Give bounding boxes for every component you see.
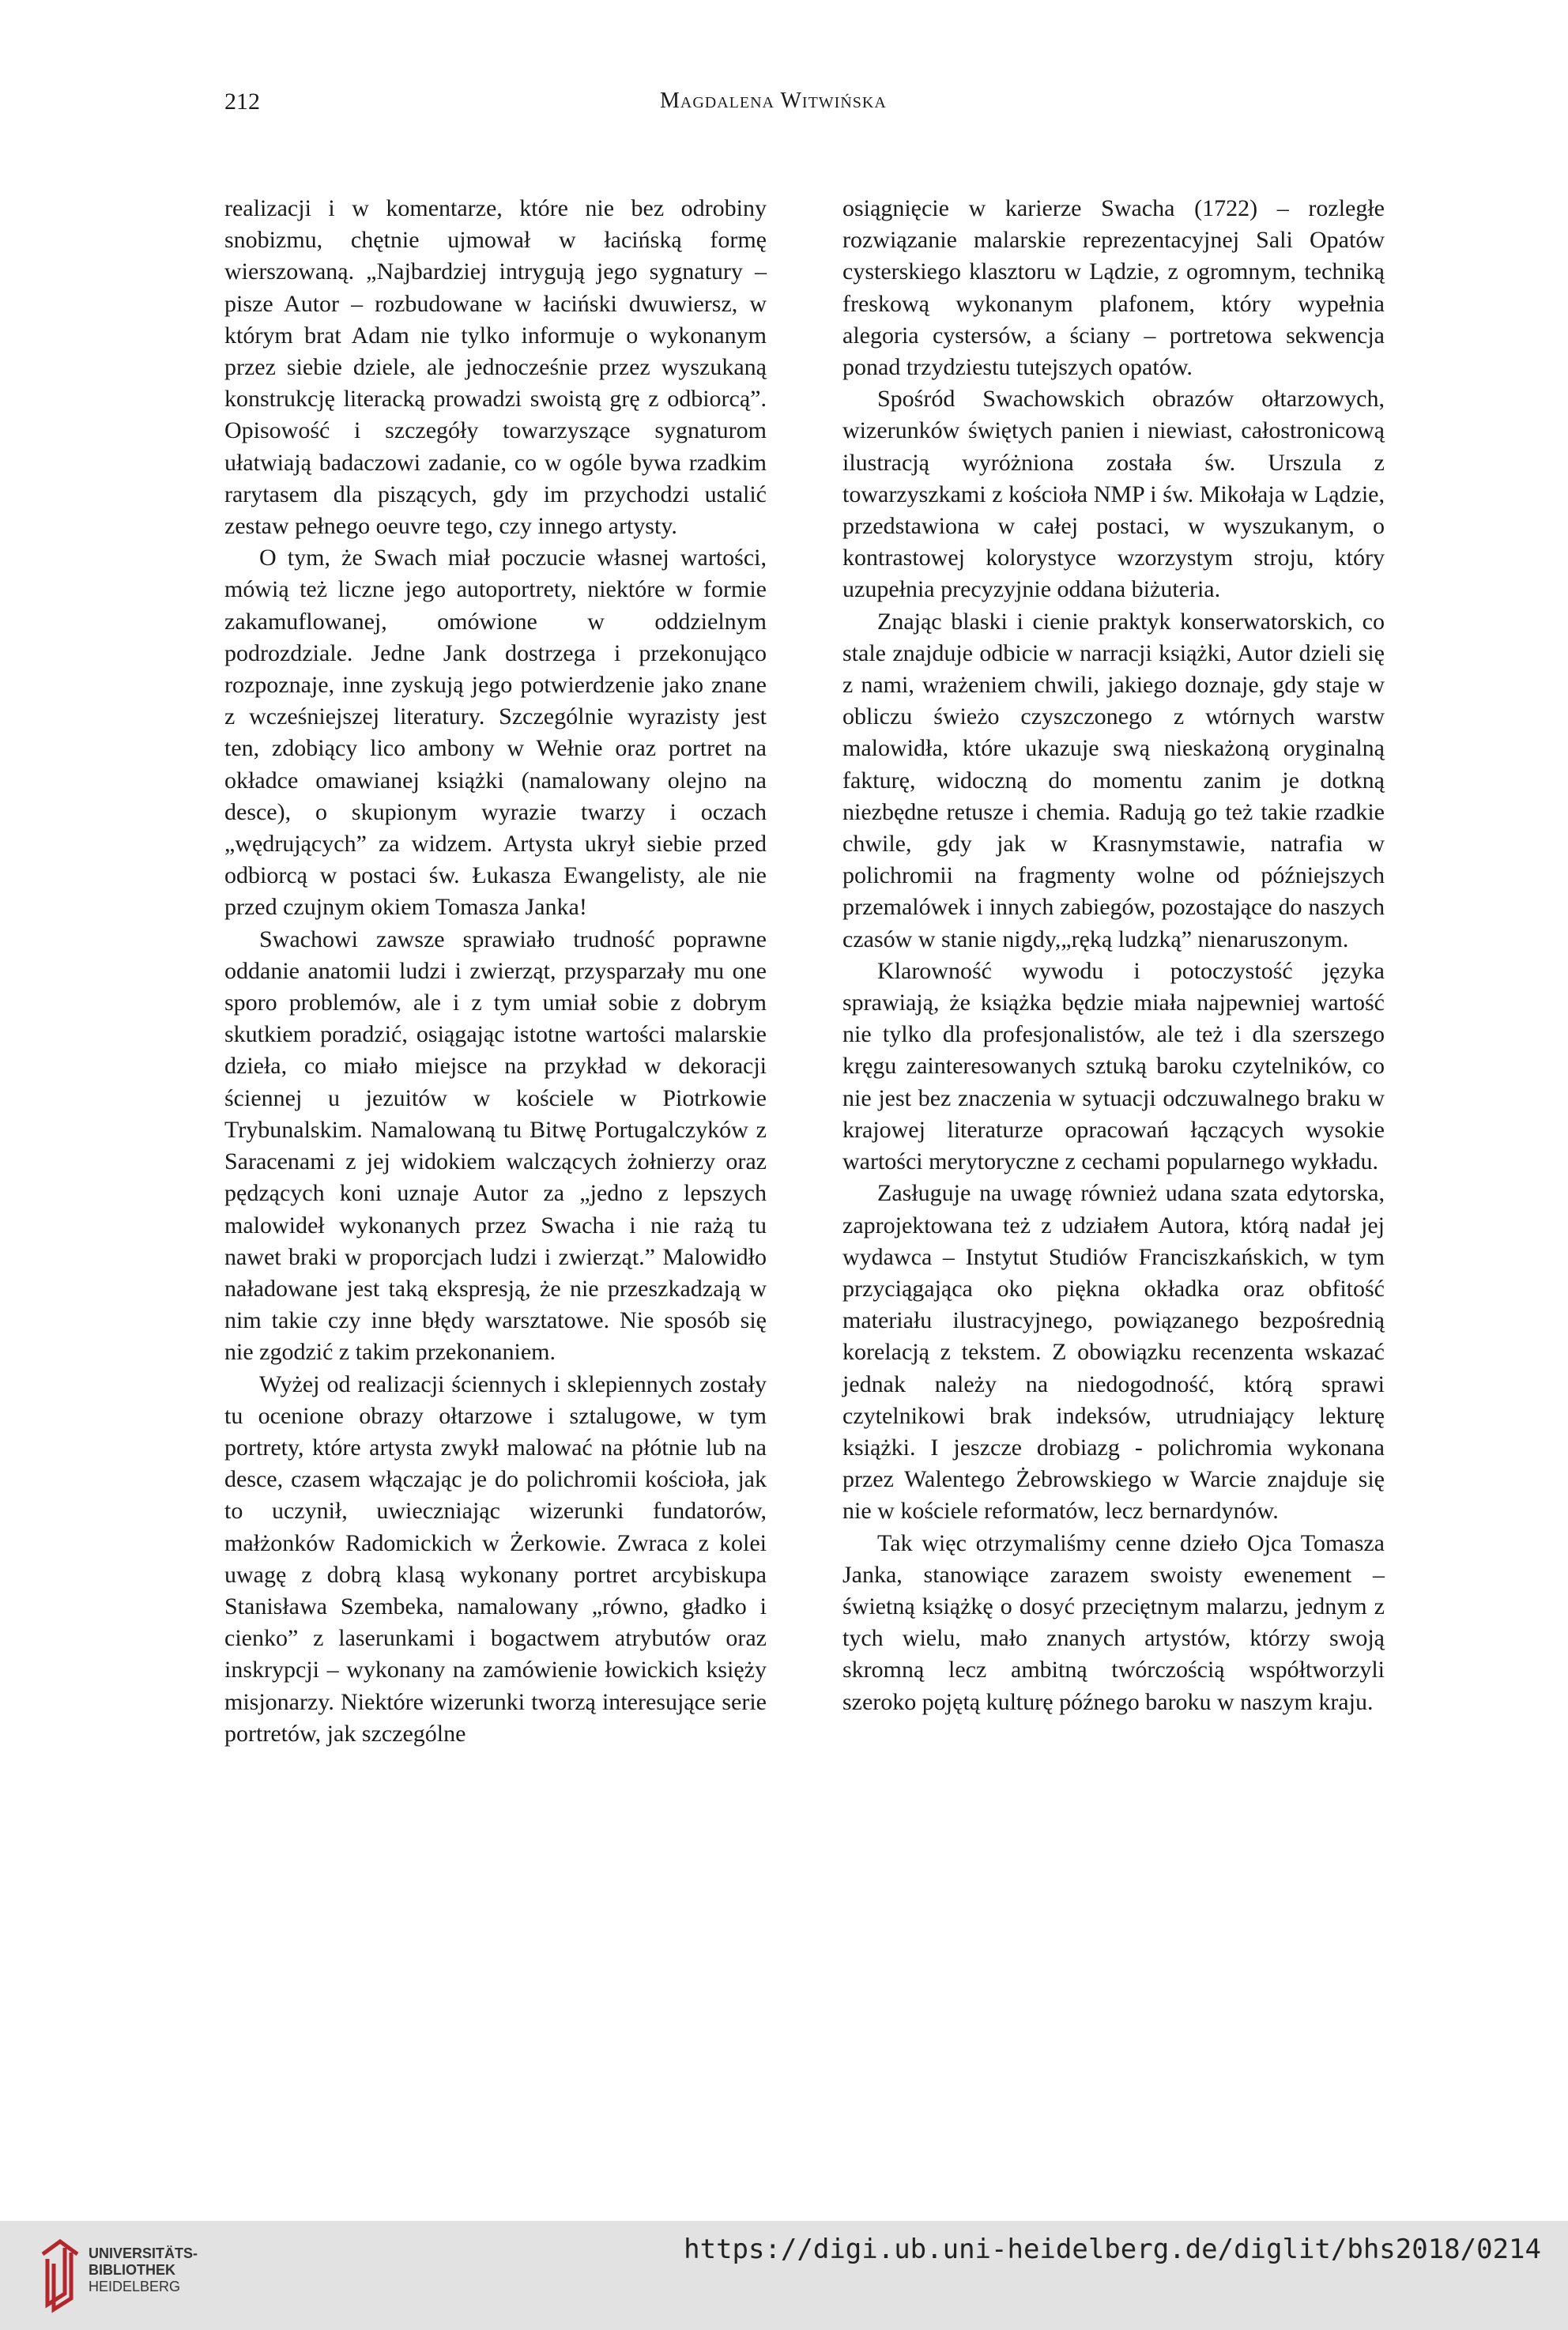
logo-line: HEIDELBERG [89,2279,181,2294]
page-number: 212 [224,89,260,115]
paragraph: Znając blaski i cienie praktyk konserwatorskich, co stale znajduje odbicie w narracji książki, Autor dzieli się z nami, wrażeniem chwili, jakiego doznaje, gdy staje w obliczu świeżo czyszczonego z wtórnych warstw malowidła, które ukazuje swą nieskażoną oryginalną fakturę, widoczną do momentu zanim je dotkną niezbędne retusze i chemia. Radują go też takie rzadkie chwile, gdy jak w Krasnymstawie, natrafia w polichromii na fragmenty wolne od późniejszych przemalówek i innych zabiegów, pozostające do naszych czasów w stanie nigdy,„ręką ludzką” nienaruszonym. [842,608,1385,952]
logo-line: BIBLIOTHEK [89,2262,175,2278]
library-logo-icon [36,2230,84,2317]
paragraph: Tak więc otrzymaliśmy cenne dzieło Ojca Tomasza Janka, stanowiące zarazem swoisty ewenement – świetną książkę o dosyć przeciętnym malarzu, jednym z tych wielu, mało znanych artystów, którzy swoją skromną lecz ambitną twórczością współtworzyli szeroko pojętą kulturę późnego baroku w naszym kraju. [842,1529,1385,1715]
paragraph: realizacji i w komentarze, które nie bez odrobiny snobizmu, chętnie ujmował w łacińską formę wierszowaną. „Najbardziej intrygują jego sygnatury – pisze Autor – rozbudowane w łaciński dwuwiersz, w którym brat Adam nie tylko informuje o wykonanym przez siebie dziele, ale jednocześnie przez wyszukaną konstrukcję literacką prowadzi swoistą grę z odbiorcą”. Opisowość i szczegóły towarzyszące sygnaturom ułatwiają badaczowi zadanie, co w ogóle bywa rzadkim rarytasem dla piszących, gdy im przychodzi ustalić zestaw pełnego oeuvre tego, czy innego artysty. [224,195,767,540]
paragraph: Wyżej od realizacji ściennych i sklepiennych zostały tu ocenione obrazy ołtarzowe i sztalugowe, w tym portrety, które artysta zwykł malować na płótnie lub na desce, czasem włączając je do polichromii kościoła, jak to uczynił, uwieczniając wizerunki fundatorów, małżonków Radomickich w Żerkowie. Zwraca z kolei uwagę z dobrą klasą wykonany portret arcybiskupa Stanisława Szembeka, namalowany „równo, gładko i cienko” z laserunkami i bogactwem atrybutów oraz inskrypcji – wykonany na zamówienie łowickich księży misjonarzy. Niektóre wizerunki tworzą interesujące serie portretów, jak szczególne [224,1370,767,1747]
paragraph: Klarowność wywodu i potoczystość języka sprawiają, że książka będzie miała najpewniej wartość nie tylko dla profesjonalistów, ale też i dla szerszego kręgu zainteresowanych sztuką baroku czytelników, co nie jest bez znaczenia w sytuacji odczuwalnego braku w krajowej literaturze opracowań łączących wysokie wartości merytoryczne z cechami popularnego wykładu. [842,957,1385,1175]
running-head: Magdalena Witwińska [660,89,887,113]
right-column [842,193,1385,1718]
left-column [224,193,767,1750]
library-logo-text [89,2245,198,2295]
paragraph: Zasługuje na uwagę również udana szata edytorska, zaprojektowana też z udziałem Autora, którą nadał jej wydawca – Instytut Studiów Franciszkańskich, w tym przyciągająca oko piękna okładka oraz obfitość materiału ilustracyjnego, powiązanego bezpośrednią korelacją z tekstem. Z obowiązku recenzenta wskazać jednak należy na niedogodność, którą sprawi czytelnikowi brak indeksów, utrudniający lekturę książki. I jeszcze drobiazg - polichromia wykonana przez Walentego Żebrowskiego w Warcie znajduje się nie w kościele reformatów, lecz bernardynów. [842,1180,1385,1525]
paragraph: O tym, że Swach miał poczucie własnej wartości, mówią też liczne jego autoportrety, niektóre w formie zakamuflowanej, omówione w oddzielnym podrozdziale. Jedne Jank dostrzega i przekonująco rozpoznaje, inne zyskują jego potwierdzenie jako znane z wcześniejszej literatury. Szczególnie wyrazisty jest ten, zdobiący lico ambony w Wełnie oraz portret na okładce omawianej książki (namalowany olejno na desce), o skupionym wyrazie twarzy i oczach „wędrujących” za widzem. Artysta ukrył siebie przed odbiorcą w postaci św. Łukasza Ewangelisty, ale nie przed czujnym okiem Tomasza Janka! [224,545,767,921]
logo-line: UNIVERSITÄTS- [89,2245,198,2261]
source-url[interactable]: https://digi.ub.uni-heidelberg.de/diglit/bhs2018/0214 [684,2234,1541,2265]
paragraph: Swachowi zawsze sprawiało trudność poprawne oddanie anatomii ludzi i zwierząt, przysparzały mu one sporo problemów, ale i z tym umiał sobie z dobrym skutkiem poradzić, osiągając istotne wartości malarskie dzieła, co miało miejsce na przykład w dekoracji ściennej u jezuitów w kościele w Piotrkowie Trybunalskim. Namalowaną tu Bitwę Portugalczyków z Saracenami z jej widokiem walczących żołnierzy oraz pędzących koni uznaje Autor za „jedno z lepszych malowideł wykonanych przez Swacha i nie rażą tu nawet braki w proporcjach ludzi i zwierząt.” Malowidło naładowane jest taką ekspresją, że nie przeszkadzają w nim takie czy inne błędy warsztatowe. Nie sposób się nie zgodzić z takim przekonaniem. [224,926,767,1366]
paragraph: osiągnięcie w karierze Swacha (1722) – rozległe rozwiązanie malarskie reprezentacyjnej Sali Opatów cysterskiego klasztoru w Lądzie, z ogromnym, techniką freskową wykonanym plafonem, który wypełnia alegoria cystersów, a ściany – portretowa sekwencja ponad trzydziestu tutejszych opatów. [842,195,1385,381]
paragraph: Spośród Swachowskich obrazów ołtarzowych, wizerunków świętych panien i niewiast, całostronicową ilustracją wyróżniona została św. Urszula z towarzyszkami z kościoła NMP i św. Mikołaja w Lądzie, przedstawiona w całej postaci, w wyszukanym, o kontrastowej kolorystyce wzorzystym stroju, który uzupełnia precyzyjnie oddana biżuteria. [842,386,1385,603]
